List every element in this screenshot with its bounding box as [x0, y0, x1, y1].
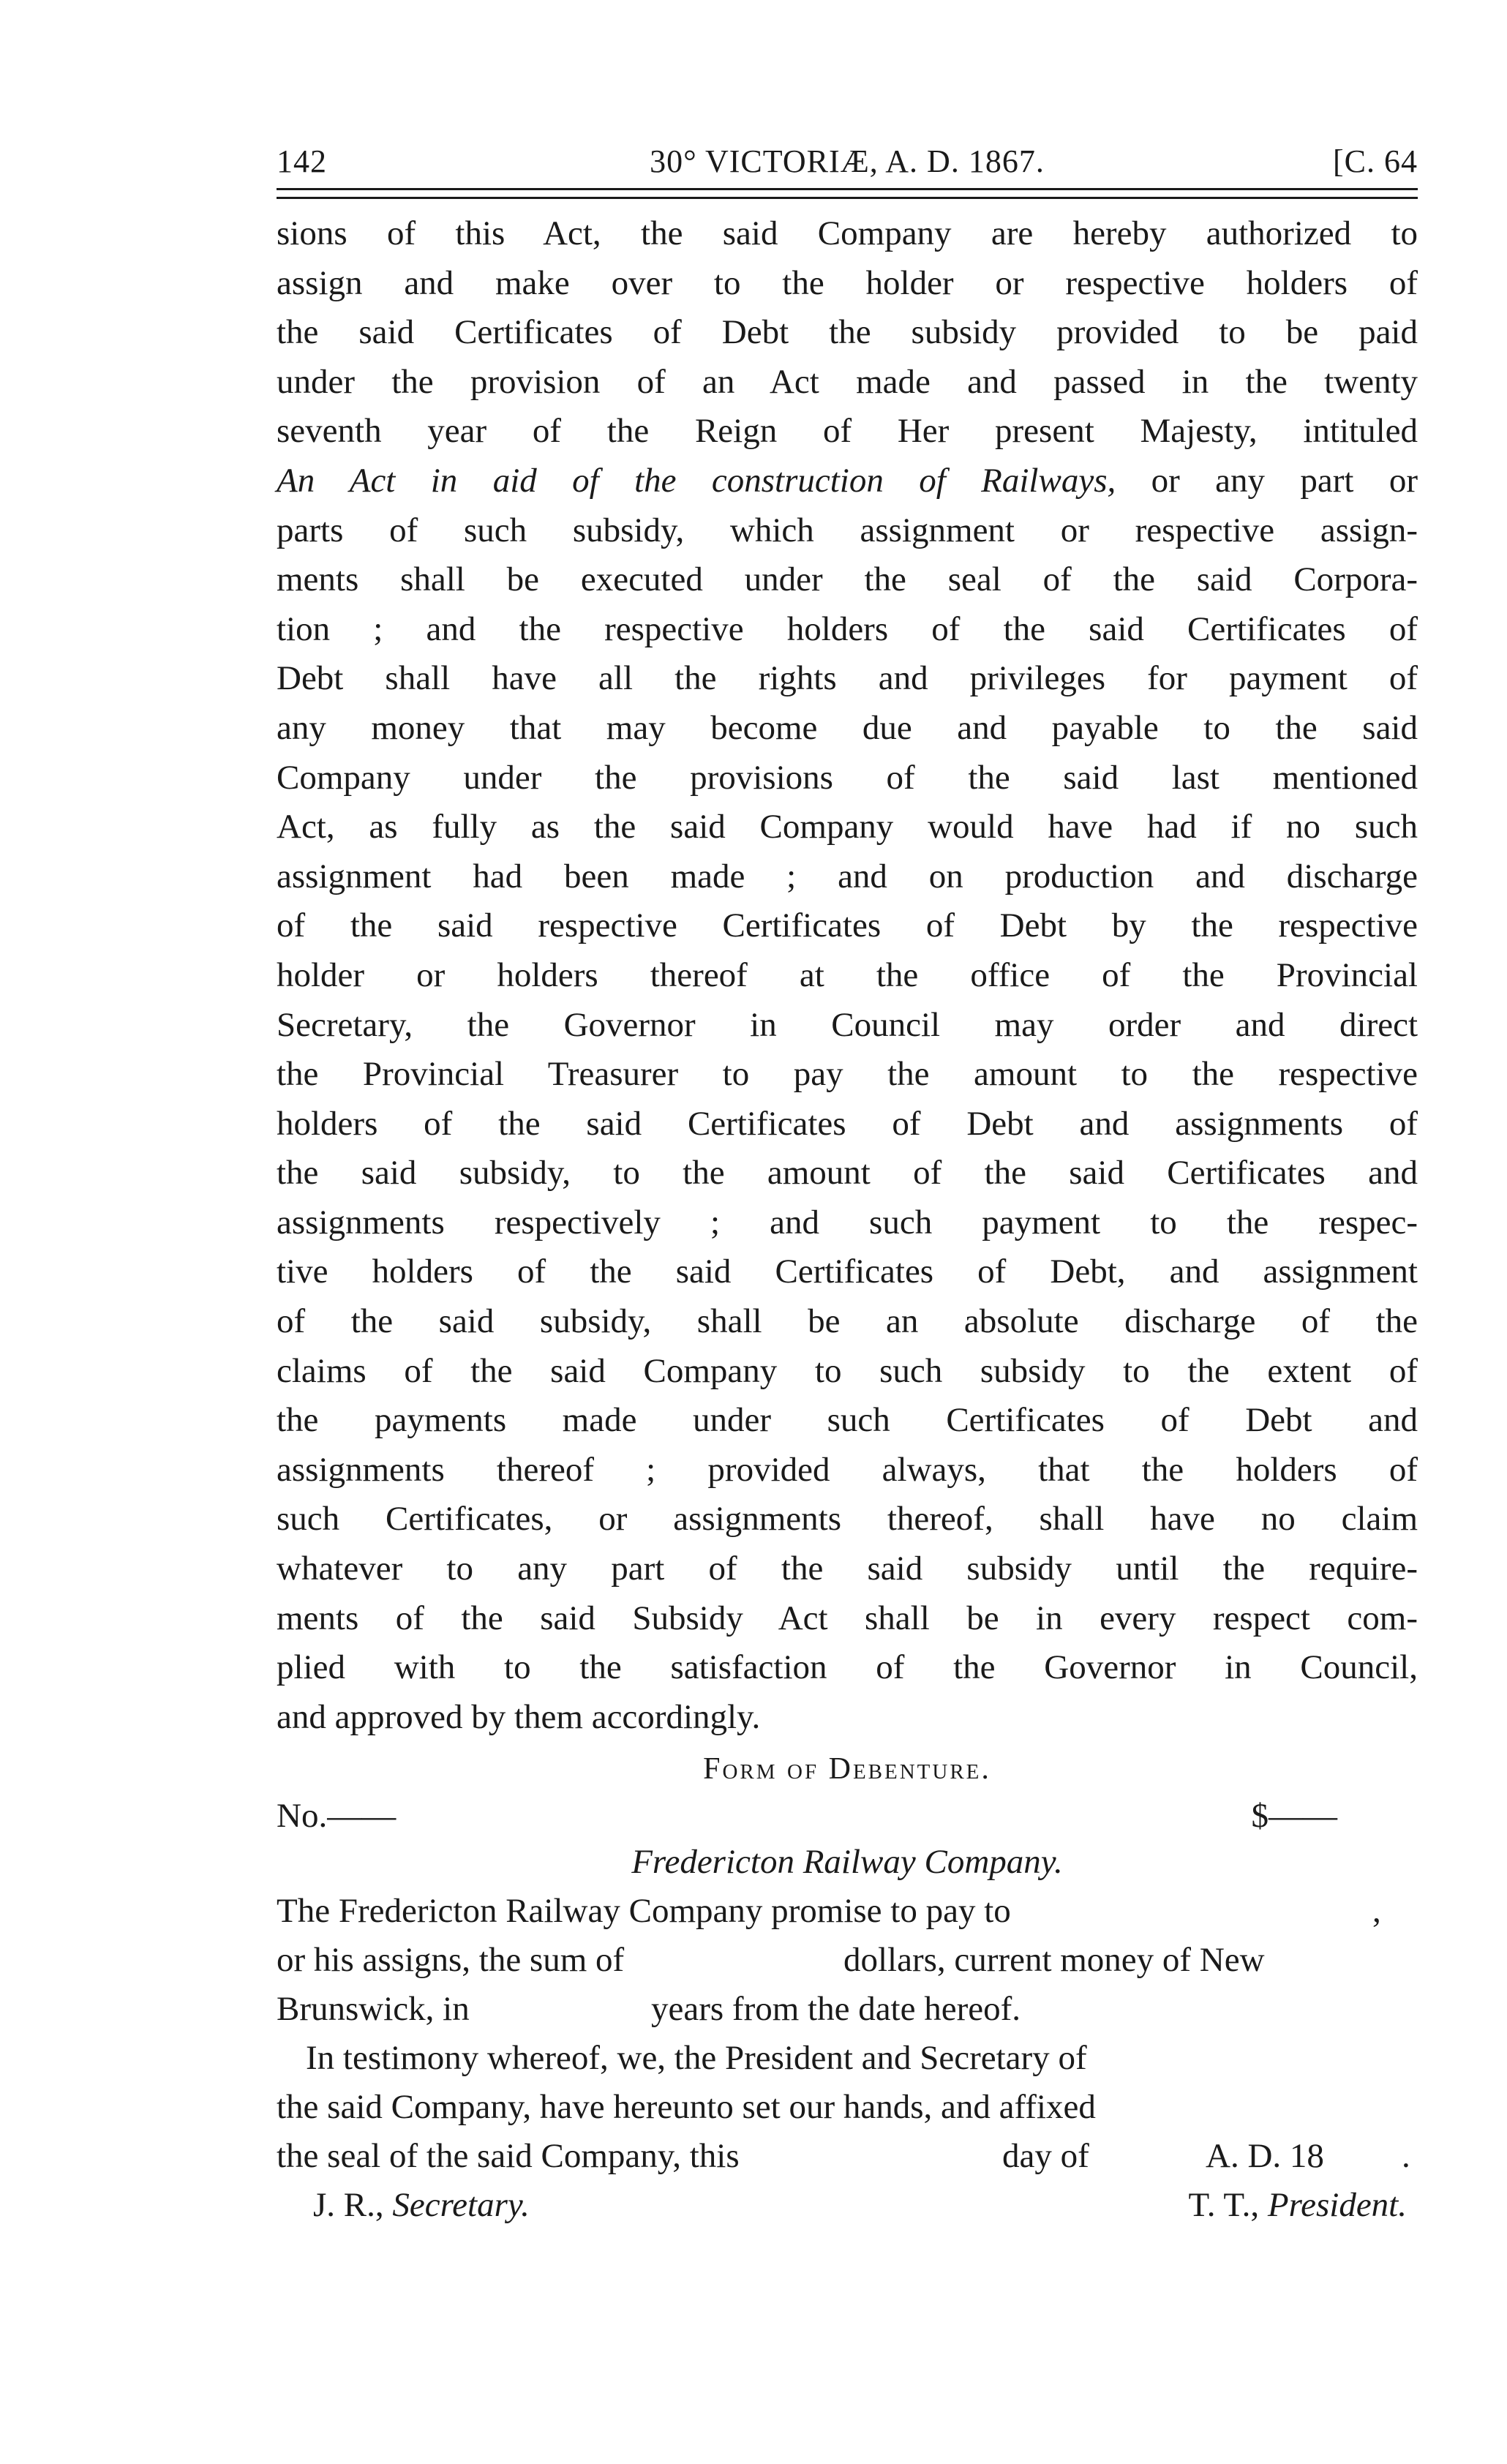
president-signature — [1189, 2181, 1407, 2230]
form-text: The Fredericton Railway Company promise to pay to — [277, 1892, 1011, 1931]
testimony-line-2 — [277, 2083, 1418, 2132]
form-line-2 — [277, 1936, 1418, 1985]
form-text: In testimony whereof, we, the President and Secretary of — [306, 2039, 1087, 2078]
text-line: Secretary, the Governor in Council may order and direct — [277, 1005, 1418, 1044]
form-text: or his assigns, the sum of — [277, 1941, 625, 1980]
header-title: 30° VICTORIÆ, A. D. 1867. — [650, 143, 1045, 179]
testimony-line-3 — [277, 2132, 1418, 2181]
text-line: Company under the provisions of the said last mentioned — [277, 758, 1418, 797]
company-name-heading: Fredericton Railway Company. — [631, 1843, 1063, 1882]
text-line: of the said subsidy, shall be an absolute discharge of the — [277, 1302, 1418, 1341]
form-text: Brunswick, in — [277, 1990, 470, 2029]
text-line: assign and make over to the holder or respective holders of — [277, 263, 1418, 302]
text-line: assignments thereof ; provided always, that the holders of — [277, 1450, 1418, 1489]
text-line: sions of this Act, the said Company are hereby authorized to — [277, 214, 1418, 252]
debenture-amount-label: $—— — [1251, 1797, 1337, 1836]
text-line-act-title — [277, 457, 1418, 506]
president-title: President. — [1267, 2186, 1407, 2225]
act-title-italic: An Act in aid of the construction of Railways, — [277, 461, 1116, 500]
form-text: , — [1372, 1892, 1381, 1931]
text-line: parts of such subsidy, which assignment or respective assign- — [277, 511, 1418, 549]
header-rule-bottom — [277, 197, 1418, 199]
form-text: dollars, current money of New — [843, 1941, 1265, 1980]
testimony-line-1 — [277, 2034, 1418, 2083]
secretary-signature — [313, 2181, 530, 2230]
form-line-3 — [277, 1985, 1418, 2034]
text-line: Debt shall have all the rights and privileges for payment of — [277, 659, 1418, 698]
text-line: ments shall be executed under the seal of the said Corpora- — [277, 560, 1418, 599]
form-text: the said Company, have hereunto set our hands, and affixed — [277, 2088, 1096, 2127]
text-line: under the provision of an Act made and passed in the twenty — [277, 362, 1418, 401]
debenture-number-row — [277, 1793, 1418, 1838]
page-number: 142 — [277, 143, 327, 179]
text-line: ments of the said Subsidy Act shall be in every respect com- — [277, 1599, 1418, 1637]
text-line: seventh year of the Reign of Her present Majesty, intituled — [277, 412, 1418, 451]
text-line: any money that may become due and payable to the said — [277, 708, 1418, 747]
text-line: holder or holders thereof at the office of the Provincial — [277, 955, 1418, 994]
text-line: and approved by them accordingly. — [277, 1697, 761, 1736]
text-line: the Provincial Treasurer to pay the amount to the respective — [277, 1055, 1418, 1094]
signature-row — [277, 2181, 1418, 2230]
form-text: the seal of the said Company, this — [277, 2137, 740, 2176]
header-rule-top — [277, 188, 1418, 190]
act-body-text — [277, 209, 1418, 1742]
text-line: holders of the said Certificates of Debt and assignments of — [277, 1104, 1418, 1143]
form-text: day of — [1002, 2137, 1089, 2176]
form-text: . — [1402, 2137, 1410, 2176]
text-line: assignment had been made ; and on production and discharge — [277, 857, 1418, 895]
text-line: tive holders of the said Certificates of Debt, and assignment — [277, 1252, 1418, 1291]
secretary-initials: J. R., — [313, 2186, 384, 2225]
text-line: tion ; and the respective holders of the said Certificates of — [277, 609, 1418, 648]
form-text: A. D. 18 — [1206, 2137, 1324, 2176]
president-initials: T. T., — [1188, 2186, 1260, 2225]
chapter-reference: [C. 64 — [1333, 143, 1418, 179]
text-line: whatever to any part of the said subsidy until the require- — [277, 1550, 1418, 1588]
debenture-number-label: No.—— — [277, 1797, 397, 1836]
text-line: the said Certificates of Debt the subsidy provided to be paid — [277, 313, 1418, 352]
form-text: years from the date hereof. — [651, 1990, 1021, 2029]
text-line: such Certificates, or assignments thereof, shall have no claim — [277, 1500, 1418, 1539]
text-line: claims of the said Company to such subsidy to the extent of — [277, 1351, 1418, 1390]
running-header — [277, 135, 1418, 188]
text-line-rest: or any part or — [1116, 461, 1418, 500]
text-line: of the said respective Certificates of Debt by the respective — [277, 906, 1418, 945]
text-line: plied with to the satisfaction of the Governor in Council, — [277, 1648, 1418, 1687]
form-heading: Form of Debenture. — [703, 1752, 991, 1787]
text-line: Act, as fully as the said Company would have had if no such — [277, 808, 1418, 846]
text-line: the said subsidy, to the amount of the said Certificates and — [277, 1154, 1418, 1192]
document-page — [277, 135, 1418, 2230]
text-line: assignments respectively ; and such payment to the respec- — [277, 1203, 1418, 1242]
form-line-1 — [277, 1887, 1418, 1936]
text-line: the payments made under such Certificates of Debt and — [277, 1401, 1418, 1440]
secretary-title: Secretary. — [392, 2186, 530, 2225]
